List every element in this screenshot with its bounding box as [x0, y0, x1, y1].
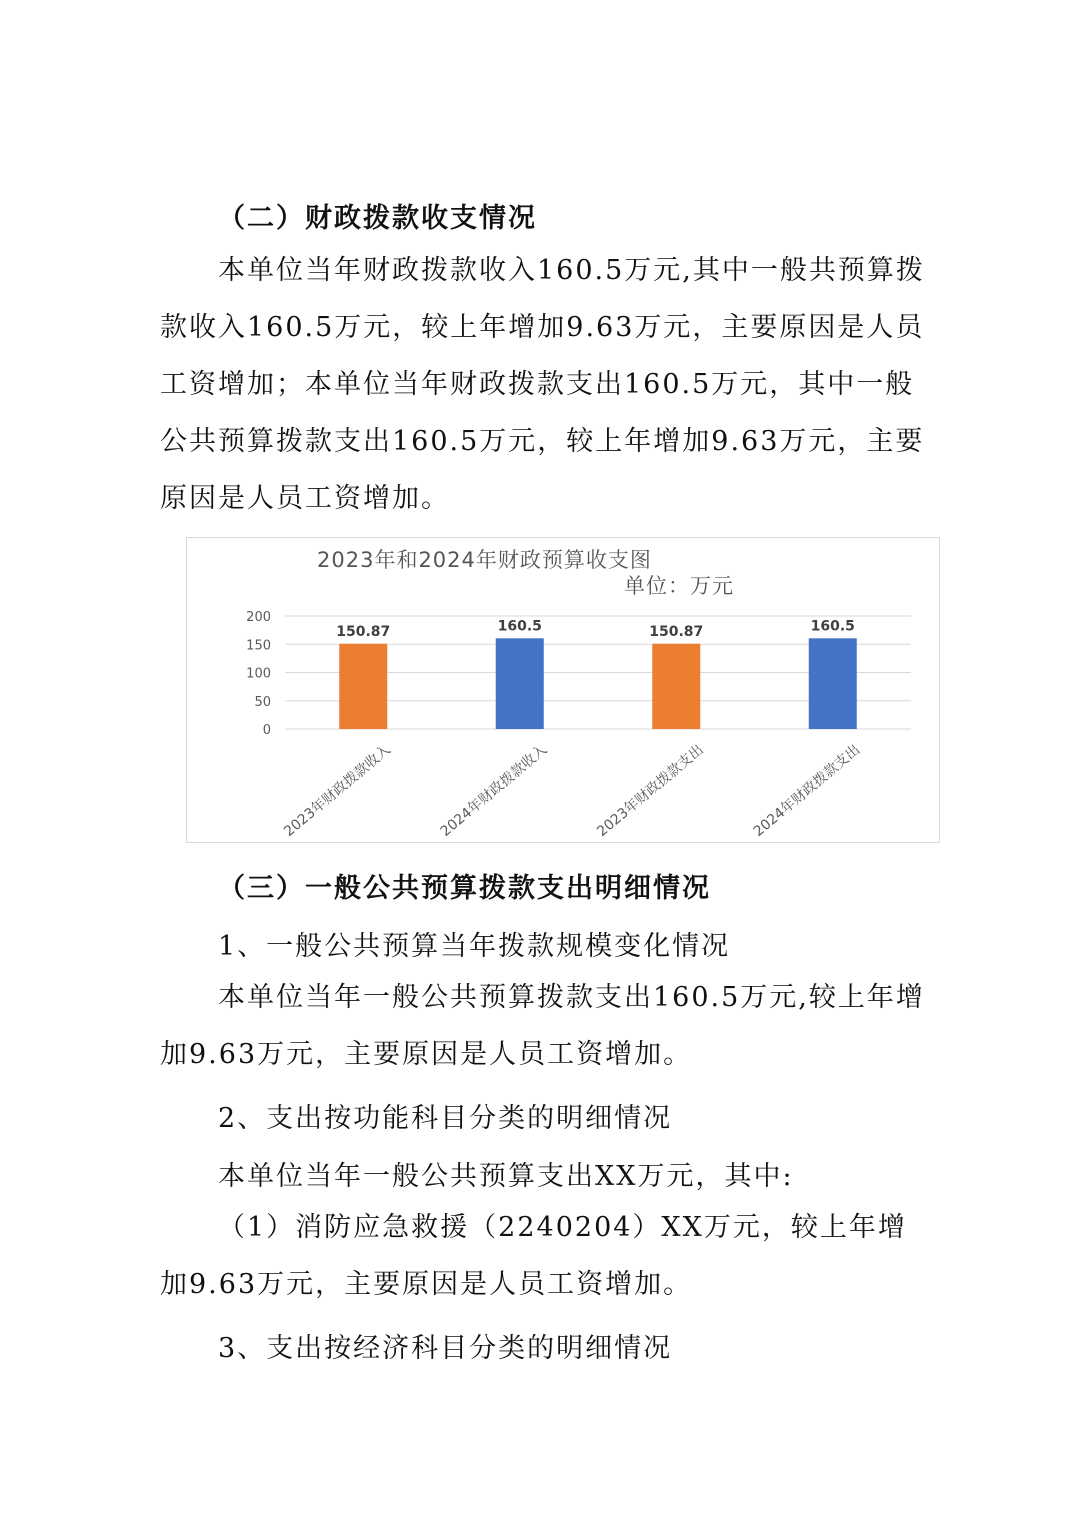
data-label: 150.87 — [336, 623, 391, 640]
item3-title: 3、支出按经济科目分类的明细情况 — [218, 1333, 673, 1364]
bar — [339, 644, 387, 729]
x-tick-label: 2023年财政拨款支出 — [594, 741, 707, 840]
bar — [652, 644, 700, 729]
section2-paragraph: 本单位当年财政拨款收入160.5万元,其中一般共预算拨款收入160.5万元，较上年增加9.63万元，主要原因是人员工资增加；本单位当年财政拨款支出160.5万元，其中一般公共预算拨款支出160.5万元，较上年增加9.63万元，主要原因是人员工资增加。 — [160, 255, 925, 514]
y-tick-label: 100 — [246, 666, 271, 682]
data-label: 150.87 — [649, 623, 704, 640]
bar — [496, 638, 544, 729]
item2-text: 本单位当年一般公共预算支出XX万元，其中: — [218, 1161, 794, 1192]
budget-chart — [186, 537, 940, 843]
section2-heading: （二）财政拨款收支情况 — [218, 203, 537, 234]
x-tick-label: 2024年财政拨款收入 — [437, 741, 551, 840]
y-tick-label: 150 — [246, 638, 271, 654]
item2-subitem: （1）消防应急救援（2240204）XX万元，较上年增加9.63万元，主要原因是人员工资增加。 — [160, 1212, 907, 1300]
section3-heading: （三）一般公共预算拨款支出明细情况 — [218, 873, 711, 904]
item2-title: 2、支出按功能科目分类的明细情况 — [218, 1103, 673, 1134]
chart-title: 2023年和2024年财政预算收支图 — [317, 548, 652, 572]
x-tick-label: 2024年财政拨款支出 — [750, 741, 864, 840]
chart-plot — [187, 538, 939, 842]
item1-text: 本单位当年一般公共预算拨款支出160.5万元,较上年增加9.63万元，主要原因是人员工资增加。 — [160, 982, 925, 1070]
data-label: 160.5 — [810, 618, 855, 635]
y-tick-label: 50 — [254, 694, 271, 710]
bar — [809, 638, 857, 729]
x-tick-label: 2023年财政拨款收入 — [281, 741, 394, 840]
data-label: 160.5 — [497, 618, 542, 635]
item1-title: 1、一般公共预算当年拨款规模变化情况 — [218, 931, 731, 962]
y-tick-label: 200 — [246, 610, 271, 625]
y-tick-label: 0 — [262, 723, 271, 738]
chart-subtitle: 单位：万元 — [624, 574, 734, 598]
